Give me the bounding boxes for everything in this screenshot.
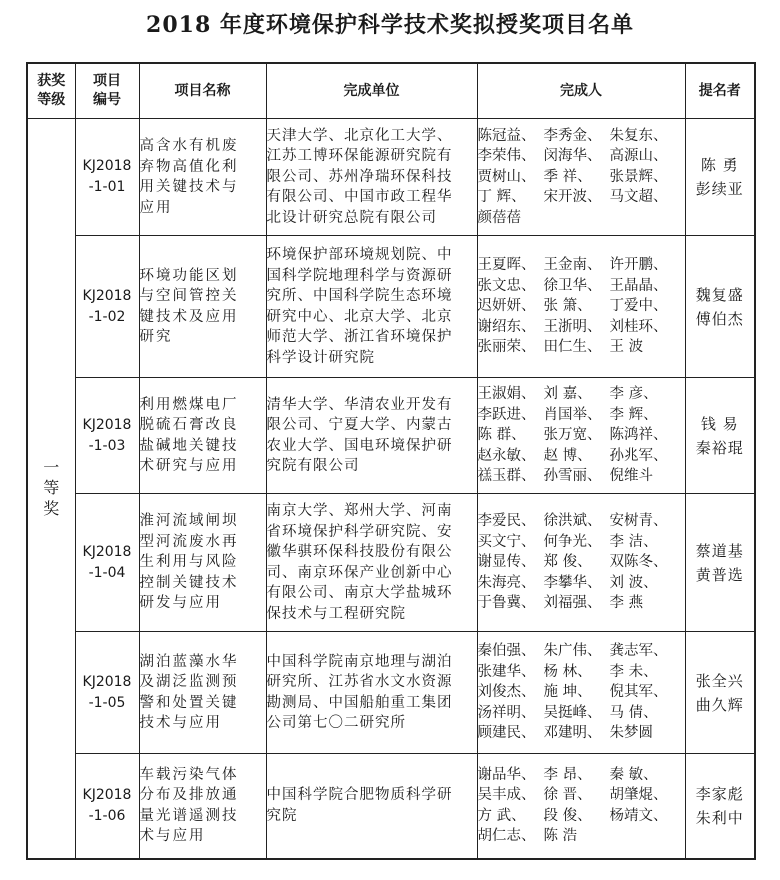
person-name: 徐洪斌、 [543, 513, 602, 530]
person-name: 丁爱中、 [609, 298, 668, 315]
persons-line [478, 255, 685, 276]
person-name: 龚志军、 [609, 643, 668, 660]
project-code-line: -1-01 [88, 179, 126, 195]
project-name-line: 型河流废水再 [139, 533, 239, 550]
nominator-cell [685, 378, 755, 494]
person-name: 肖国举、 [543, 406, 602, 423]
person-name [610, 826, 676, 847]
person-name: 李 辉、 [609, 406, 658, 423]
persons-line [478, 682, 685, 703]
persons-cell [477, 754, 685, 859]
grade-char: 等 [43, 478, 60, 497]
person-name: 邓建明、 [543, 725, 602, 742]
project-name-line: 研究 [139, 329, 173, 345]
person-name: 李 未、 [609, 663, 658, 680]
project-name-cell [139, 494, 266, 632]
unit-line: 研究所、江苏省水文水资源 [266, 674, 453, 690]
person-name: 李攀华、 [543, 574, 602, 591]
table-row [27, 378, 755, 494]
unit-line: 科学设计研究院 [266, 349, 375, 366]
person-name: 刘福强、 [543, 595, 602, 612]
person-name: 方 武、 [477, 807, 526, 824]
persons-cell [477, 119, 685, 236]
person-name: 吴挺峰、 [543, 704, 602, 721]
person-name: 张万宽、 [543, 427, 602, 444]
person-name: 杨靖文、 [609, 807, 668, 824]
unit-line: 国科学院地理科学与资源研 [266, 267, 453, 284]
unit-cell [266, 632, 477, 754]
person-name: 贾树山、 [477, 168, 536, 185]
unit-line: 限公司、苏州净瑞环保科技 [266, 168, 453, 185]
person-name: 顾建民、 [477, 725, 536, 742]
persons-line [478, 405, 685, 426]
project-code-cell [75, 494, 139, 632]
person-name: 双陈冬、 [609, 554, 668, 571]
person-name: 谢绍东、 [477, 318, 536, 335]
person-name: 陈 浩 [543, 828, 578, 845]
person-name: 秦伯强、 [477, 643, 536, 660]
person-name: 刘 嘉、 [543, 386, 592, 403]
person-name: 王晶晶、 [609, 277, 668, 294]
unit-line: 师范大学、浙江省环境保护 [266, 329, 453, 345]
header-code-line2: 编号 [93, 92, 121, 108]
unit-line: 限公司、宁夏大学、内蒙古 [266, 417, 453, 433]
project-code-cell [75, 754, 139, 859]
project-code-line: -1-04 [88, 564, 126, 581]
project-code-cell [75, 378, 139, 494]
person-name: 许开鹏、 [609, 257, 668, 274]
unit-line: 北设计研究总院有限公司 [266, 209, 437, 226]
header-persons: 完成人 [477, 63, 685, 119]
project-code-line: KJ2018 [82, 287, 132, 304]
unit-line: 研究中心、北京大学、北京 [266, 308, 453, 325]
person-name: 马 倩、 [609, 704, 658, 721]
person-name [544, 208, 610, 229]
header-code-line1: 项目 [93, 73, 121, 89]
person-name: 李跃进、 [477, 406, 536, 423]
person-name: 李爱民、 [477, 513, 536, 530]
header-row [27, 63, 755, 119]
persons-line [478, 765, 685, 786]
person-name: 郑 俊、 [543, 554, 592, 571]
persons-line [478, 826, 685, 847]
project-name-cell [139, 119, 266, 236]
person-name: 张丽荣、 [477, 339, 536, 356]
grade-cell [27, 119, 75, 859]
person-name: 倪维斗 [609, 468, 653, 485]
persons-line [478, 337, 685, 358]
nominator-name: 曲久辉 [695, 695, 744, 714]
unit-line: 环境保护部环境规划院、中 [266, 247, 453, 263]
person-name: 倪其军、 [609, 684, 668, 701]
project-name-line: 弃物高值化利 [139, 158, 239, 175]
project-name-line: 术与应用 [139, 828, 206, 845]
nominator-cell [685, 754, 755, 859]
person-name: 段 俊、 [543, 807, 592, 824]
persons-line [478, 296, 685, 317]
project-name-line: 盐碱地关键技 [139, 437, 239, 454]
project-name-line: 环境功能区划 [139, 267, 239, 284]
nominator-name: 陈 勇 [700, 156, 739, 174]
unit-line: 农业大学、国电环境保护研 [266, 437, 453, 454]
grade-char: 奖 [43, 498, 60, 518]
unit-cell [266, 378, 477, 494]
project-name-line: 湖泊蓝藻水华 [139, 653, 239, 670]
persons-line [478, 384, 685, 405]
persons-line [478, 662, 685, 683]
person-name [610, 208, 676, 229]
person-name: 胡仁志、 [477, 828, 536, 845]
person-name: 胡肇焜、 [609, 787, 668, 804]
person-name: 张建华、 [477, 663, 536, 680]
person-name: 李 昂、 [543, 766, 592, 783]
person-name: 秦 敏、 [609, 766, 658, 783]
nominator-name: 黄普选 [695, 565, 744, 584]
project-code-line: KJ2018 [82, 786, 132, 803]
project-code-line: KJ2018 [82, 543, 132, 560]
person-name: 朱广伟、 [543, 643, 602, 660]
person-name: 孙雪丽、 [543, 468, 602, 485]
project-name-line: 脱硫石膏改良 [139, 417, 239, 433]
project-name-line: 警和处置关键 [139, 694, 239, 711]
nominator-name: 蔡道基 [695, 541, 744, 560]
person-name: 王夏晖、 [477, 257, 536, 274]
unit-line: 省环境保护科学研究院、安 [266, 523, 453, 540]
unit-line: 究院有限公司 [266, 458, 360, 474]
table-row [27, 754, 755, 859]
awards-table [26, 62, 756, 860]
person-name: 陈冠益、 [477, 127, 536, 144]
person-name: 王 波 [609, 339, 644, 356]
person-name: 王金南、 [543, 257, 602, 274]
persons-line [478, 641, 685, 662]
person-name: 颜蓓蓓 [477, 209, 521, 226]
person-name: 刘俊杰、 [477, 684, 536, 701]
persons-cell [477, 632, 685, 754]
document-title: 2018 年度环境保护科学技术奖拟授奖项目名单 [146, 12, 634, 38]
person-name: 赵 博、 [543, 447, 592, 464]
persons-line [478, 208, 685, 229]
nominator-name: 朱利中 [695, 808, 744, 827]
persons-line [478, 532, 685, 553]
unit-cell [266, 236, 477, 378]
project-name-line: 淮河流域闸坝 [139, 513, 239, 530]
project-name-line: 键技术及应用 [139, 308, 239, 325]
project-code-line: -1-03 [88, 437, 126, 454]
person-name: 刘 波、 [609, 574, 658, 591]
person-name: 孙兆军、 [609, 447, 668, 464]
unit-line: 南京大学、郑州大学、河南 [266, 503, 453, 519]
person-name: 王浙明、 [543, 318, 602, 335]
person-name: 赵永敏、 [477, 447, 536, 464]
person-name: 闵海华、 [543, 148, 602, 165]
person-name: 迟妍妍、 [477, 298, 536, 315]
person-name: 马文超、 [609, 189, 668, 206]
table-row [27, 119, 755, 236]
person-name: 王淑娟、 [477, 386, 536, 403]
nominator-name: 秦裕琨 [695, 438, 744, 457]
project-name-line: 控制关键技术 [139, 574, 239, 591]
project-name-line: 与空间管控关 [139, 288, 239, 304]
header-unit: 完成单位 [266, 63, 477, 119]
person-name: 徐卫华、 [543, 277, 602, 294]
unit-line: 究所、中国科学院生态环境 [266, 288, 453, 304]
person-name: 陈 群、 [477, 427, 526, 444]
unit-cell [266, 754, 477, 859]
person-name: 安树青、 [609, 513, 668, 530]
person-name: 张文忠、 [477, 277, 536, 294]
unit-line: 司、南京环保产业创新中心 [266, 564, 453, 581]
project-name-line: 车载污染气体 [139, 766, 239, 783]
person-name: 陈鸿祥、 [609, 427, 668, 444]
project-name-cell [139, 236, 266, 378]
persons-line [478, 317, 685, 338]
persons-cell [477, 378, 685, 494]
unit-line: 有限公司、南京大学盐城环 [266, 585, 453, 601]
project-name-cell [139, 632, 266, 754]
unit-cell [266, 119, 477, 236]
unit-line: 清华大学、华清农业开发有 [266, 396, 453, 413]
project-name-line: 生利用与风险 [139, 554, 239, 571]
person-name: 李 洁、 [609, 533, 658, 550]
person-name: 高源山、 [609, 148, 668, 165]
persons-line [478, 425, 685, 446]
person-name: 李秀金、 [543, 127, 602, 144]
table-row [27, 494, 755, 632]
person-name: 田仁生、 [543, 339, 602, 356]
unit-line: 有限公司、中国市政工程华 [266, 189, 453, 206]
nominator-cell [685, 236, 755, 378]
persons-line [478, 593, 685, 614]
persons-line [478, 126, 685, 147]
grade-char: 一 [43, 457, 60, 477]
persons-line [478, 806, 685, 827]
person-name: 李荣伟、 [477, 148, 536, 165]
person-name: 李 彦、 [609, 386, 658, 403]
project-code-cell [75, 119, 139, 236]
header-grade-line2: 等级 [37, 92, 66, 108]
persons-cell [477, 236, 685, 378]
project-code-line: KJ2018 [82, 673, 132, 690]
unit-line: 江苏工博环保能源研究院有 [266, 148, 453, 165]
project-code-line: -1-06 [88, 807, 126, 824]
person-name: 谢显传、 [477, 554, 536, 571]
person-name: 谢品华、 [477, 766, 536, 783]
persons-line [478, 723, 685, 744]
persons-line [478, 785, 685, 806]
nominator-name: 李家彪 [695, 784, 744, 803]
person-name: 施 坤、 [543, 684, 592, 701]
unit-line: 中国科学院合肥物质科学研 [266, 787, 453, 804]
persons-line [478, 446, 685, 467]
header-grade [27, 63, 75, 119]
persons-line [478, 187, 685, 208]
unit-line: 徽华骐环保科技股份有限公 [266, 544, 453, 560]
unit-line: 公司第七〇二研究所 [266, 715, 406, 731]
person-name: 朱梦圆 [609, 725, 653, 742]
persons-line [478, 167, 685, 188]
project-name-line: 应用 [139, 199, 173, 216]
project-code-cell [75, 236, 139, 378]
person-name: 汤祥明、 [477, 704, 536, 721]
person-name: 朱复东、 [609, 127, 668, 144]
nominator-name: 傅伯杰 [695, 309, 744, 328]
project-code-line: KJ2018 [82, 416, 132, 433]
unit-line: 究院 [266, 807, 298, 824]
unit-line: 天津大学、北京化工大学、 [266, 127, 453, 144]
person-name: 徐 晋、 [543, 787, 592, 804]
nominator-name: 钱 易 [700, 414, 739, 433]
persons-cell [477, 494, 685, 632]
unit-line: 中国科学院南京地理与湖泊 [266, 653, 453, 670]
nominator-name: 魏复盛 [695, 285, 744, 304]
project-code-line: -1-05 [88, 694, 126, 711]
person-name: 李 燕 [609, 595, 644, 612]
person-name: 何争光、 [543, 533, 602, 550]
project-name-line: 研发与应用 [139, 595, 222, 612]
nominator-cell [685, 119, 755, 236]
project-name-line: 分布及排放通 [139, 787, 239, 804]
nominator-cell [685, 494, 755, 632]
persons-line [478, 703, 685, 724]
project-name-cell [139, 754, 266, 859]
project-name-cell [139, 378, 266, 494]
project-name-line: 及湖泛监测预 [139, 674, 239, 690]
person-name: 丁 辉、 [477, 189, 526, 206]
project-name-line: 用关键技术与 [139, 179, 239, 195]
person-name: 吴丰成、 [477, 787, 536, 804]
project-code-line: KJ2018 [82, 158, 132, 174]
header-code [75, 63, 139, 119]
person-name: 张景辉、 [609, 168, 668, 185]
table-row [27, 632, 755, 754]
persons-line [478, 511, 685, 532]
project-name-line: 量光谱遥测技 [139, 807, 239, 824]
person-name: 禚玉群、 [477, 468, 536, 485]
project-name-line: 利用燃煤电厂 [139, 396, 239, 413]
persons-line [478, 552, 685, 573]
header-grade-line1: 获奖 [37, 73, 66, 89]
person-name: 张 箫、 [543, 298, 592, 315]
table-row [27, 236, 755, 378]
person-name: 朱海亮、 [477, 574, 536, 591]
persons-line [478, 573, 685, 594]
project-code-line: -1-02 [88, 308, 126, 325]
person-name: 季 祥、 [543, 168, 592, 185]
project-name-line: 术研究与应用 [139, 458, 239, 474]
table-body [27, 119, 755, 859]
persons-line [478, 276, 685, 297]
nominator-cell [685, 632, 755, 754]
person-name: 于鲁冀、 [477, 595, 536, 612]
person-name: 杨 林、 [543, 663, 592, 680]
persons-line [478, 466, 685, 487]
header-name: 项目名称 [139, 63, 266, 119]
persons-line [478, 146, 685, 167]
unit-cell [266, 494, 477, 632]
header-nominator: 提名者 [685, 63, 755, 119]
person-name: 买文宁、 [477, 533, 536, 550]
nominator-name: 彭续亚 [695, 180, 744, 198]
project-name-line: 技术与应用 [139, 715, 222, 731]
project-name-line: 高含水有机废 [139, 138, 239, 154]
person-name: 刘桂环、 [609, 318, 668, 335]
unit-line: 勘测局、中国船舶重工集团 [266, 694, 453, 711]
project-code-cell [75, 632, 139, 754]
person-name: 宋开波、 [543, 189, 602, 206]
nominator-name: 张全兴 [695, 671, 744, 690]
unit-line: 保技术与工程研究院 [266, 605, 406, 622]
